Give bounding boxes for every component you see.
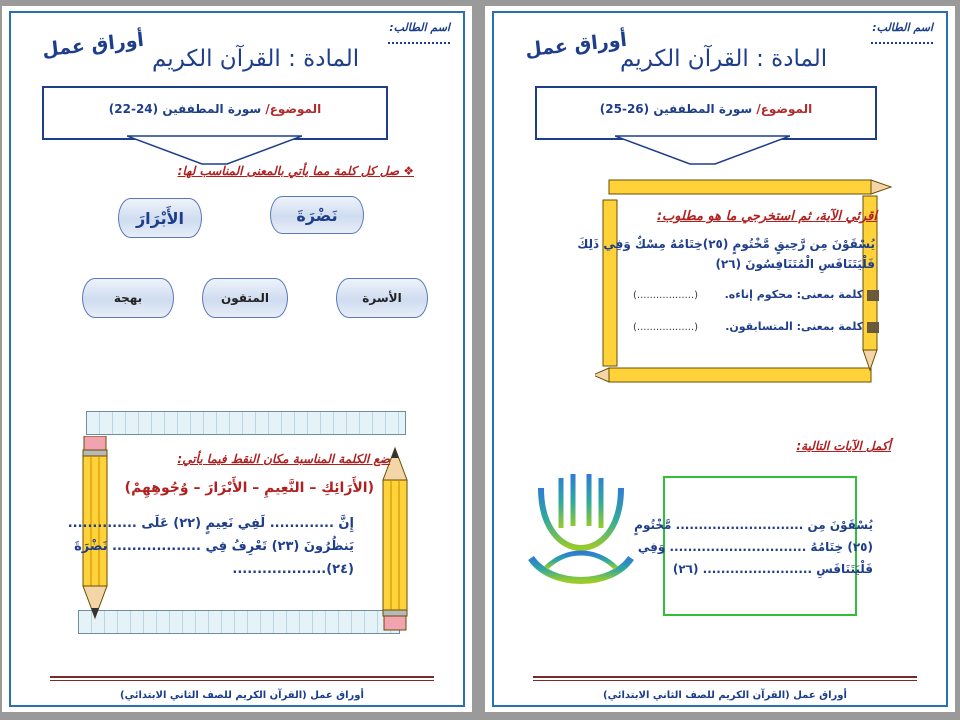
complete-line-1: يُسْقَوْنَ مِن ............................ مَّخْتُومٍ [634,518,873,532]
topic-box [42,86,388,140]
instruction-fill: ضع الكلمة المناسبة مكان النقط فيما يأتي: [177,452,390,466]
ruler-bottom [78,610,400,634]
fill-line-1: إِنَّ ............. لَفِي نَعِيمٍ (٢٢) عَلَى .............. [67,516,354,531]
down-arrow-icon [127,134,302,168]
worksheets-title: أوراق عمل [524,28,628,62]
answer-1-blank[interactable]: (..................) [633,290,699,301]
bullet-icon [867,290,879,301]
worksheets-title: أوراق عمل [41,28,145,62]
word-bank: (الأَرَائِكِ – النَّعِيمِ – الأَبْرَارَ – وُجُوهِهِمْ) [124,480,374,496]
footer-text: أوراق عمل (القرآن الكريم للصف الثاني الابتدائي) [603,690,847,701]
topic-value: سورة المطففين (24-22) [108,102,262,116]
meaning-bahja-text: بهجة [113,291,143,305]
topic-box [535,86,877,140]
subject-title: المادة : القرآن الكريم [620,46,828,72]
student-name-field[interactable] [388,42,450,44]
topic-label: الموضوع/ [756,102,813,116]
answer-2-blank[interactable]: (..................) [633,322,699,333]
student-name-field[interactable] [871,42,933,44]
word-abrar-text: الأَبْرَارَ [135,208,185,228]
topic-value: سورة المطففين (26-25) [599,102,753,116]
question-1 [725,288,879,301]
topic-label: الموضوع/ [265,102,322,116]
verse-line-2: فَلْيَتَنَافَسِ الْمُتَنَافِسُونَ (٢٦) [715,257,875,271]
meaning-bahja[interactable] [82,278,174,318]
calligraphy-emblem [521,468,641,594]
footer-rule [50,676,434,681]
calligraphy-icon [521,468,641,594]
pencil-icon-right [374,446,418,632]
word-abrar[interactable] [118,198,202,238]
fill-line-2: يَنظُرُونَ (٢٣) تَعْرِفُ فِي .................. نَضْرَةَ [74,539,354,554]
question-2-label: كلمة بمعنى: المتسابقون. [725,320,864,333]
ruler-top [86,411,406,435]
word-nadrah[interactable] [270,196,364,234]
footer-rule [533,676,917,681]
meaning-muttaqun-text: المتقون [221,291,269,305]
student-name-label: اسم الطالب: [389,21,450,34]
pencil-frame [595,176,895,386]
verse-line-1: يُسْقَوْنَ مِن رَّحِيقٍ مَّخْتُومٍ (٢٥)خِتَامُهُ مِسْكٌ وَفِي ذَلِكَ [577,237,875,251]
subject-title: المادة : القرآن الكريم [152,46,360,72]
bullet-icon [867,322,879,333]
complete-line-2: (٢٥) خِتَامُهُ .............................. وَفِي [637,540,873,554]
question-2 [725,320,879,333]
question-1-label: كلمة بمعنى: محكوم إناءه. [724,288,864,301]
worksheet-page-left [2,6,472,712]
word-nadrah-text: نَضْرَةَ [296,205,338,225]
student-name-label: اسم الطالب: [872,21,933,34]
instruction-read: اقرئي الآية، ثم استخرجي ما هو مطلوب: [656,209,877,224]
complete-line-3: فَلْيَتَنَافَسِ ........................ (٢٦) [672,562,873,576]
instruction-complete: أكمل الآيات التالية: [796,439,891,453]
fill-line-3: (٢٤)................... [232,562,354,577]
meaning-muttaqun[interactable] [202,278,288,318]
meaning-usrah-text: الأسرة [362,291,402,305]
footer-text: أوراق عمل (القرآن الكريم للصف الثاني الابتدائي) [120,690,364,701]
worksheet-page-right [485,6,955,712]
meaning-usrah[interactable] [336,278,428,318]
down-arrow-icon [615,134,790,168]
instruction-connect: ❖ صل كل كلمة مما يأتي بالمعنى المناسب لها: [177,164,414,178]
